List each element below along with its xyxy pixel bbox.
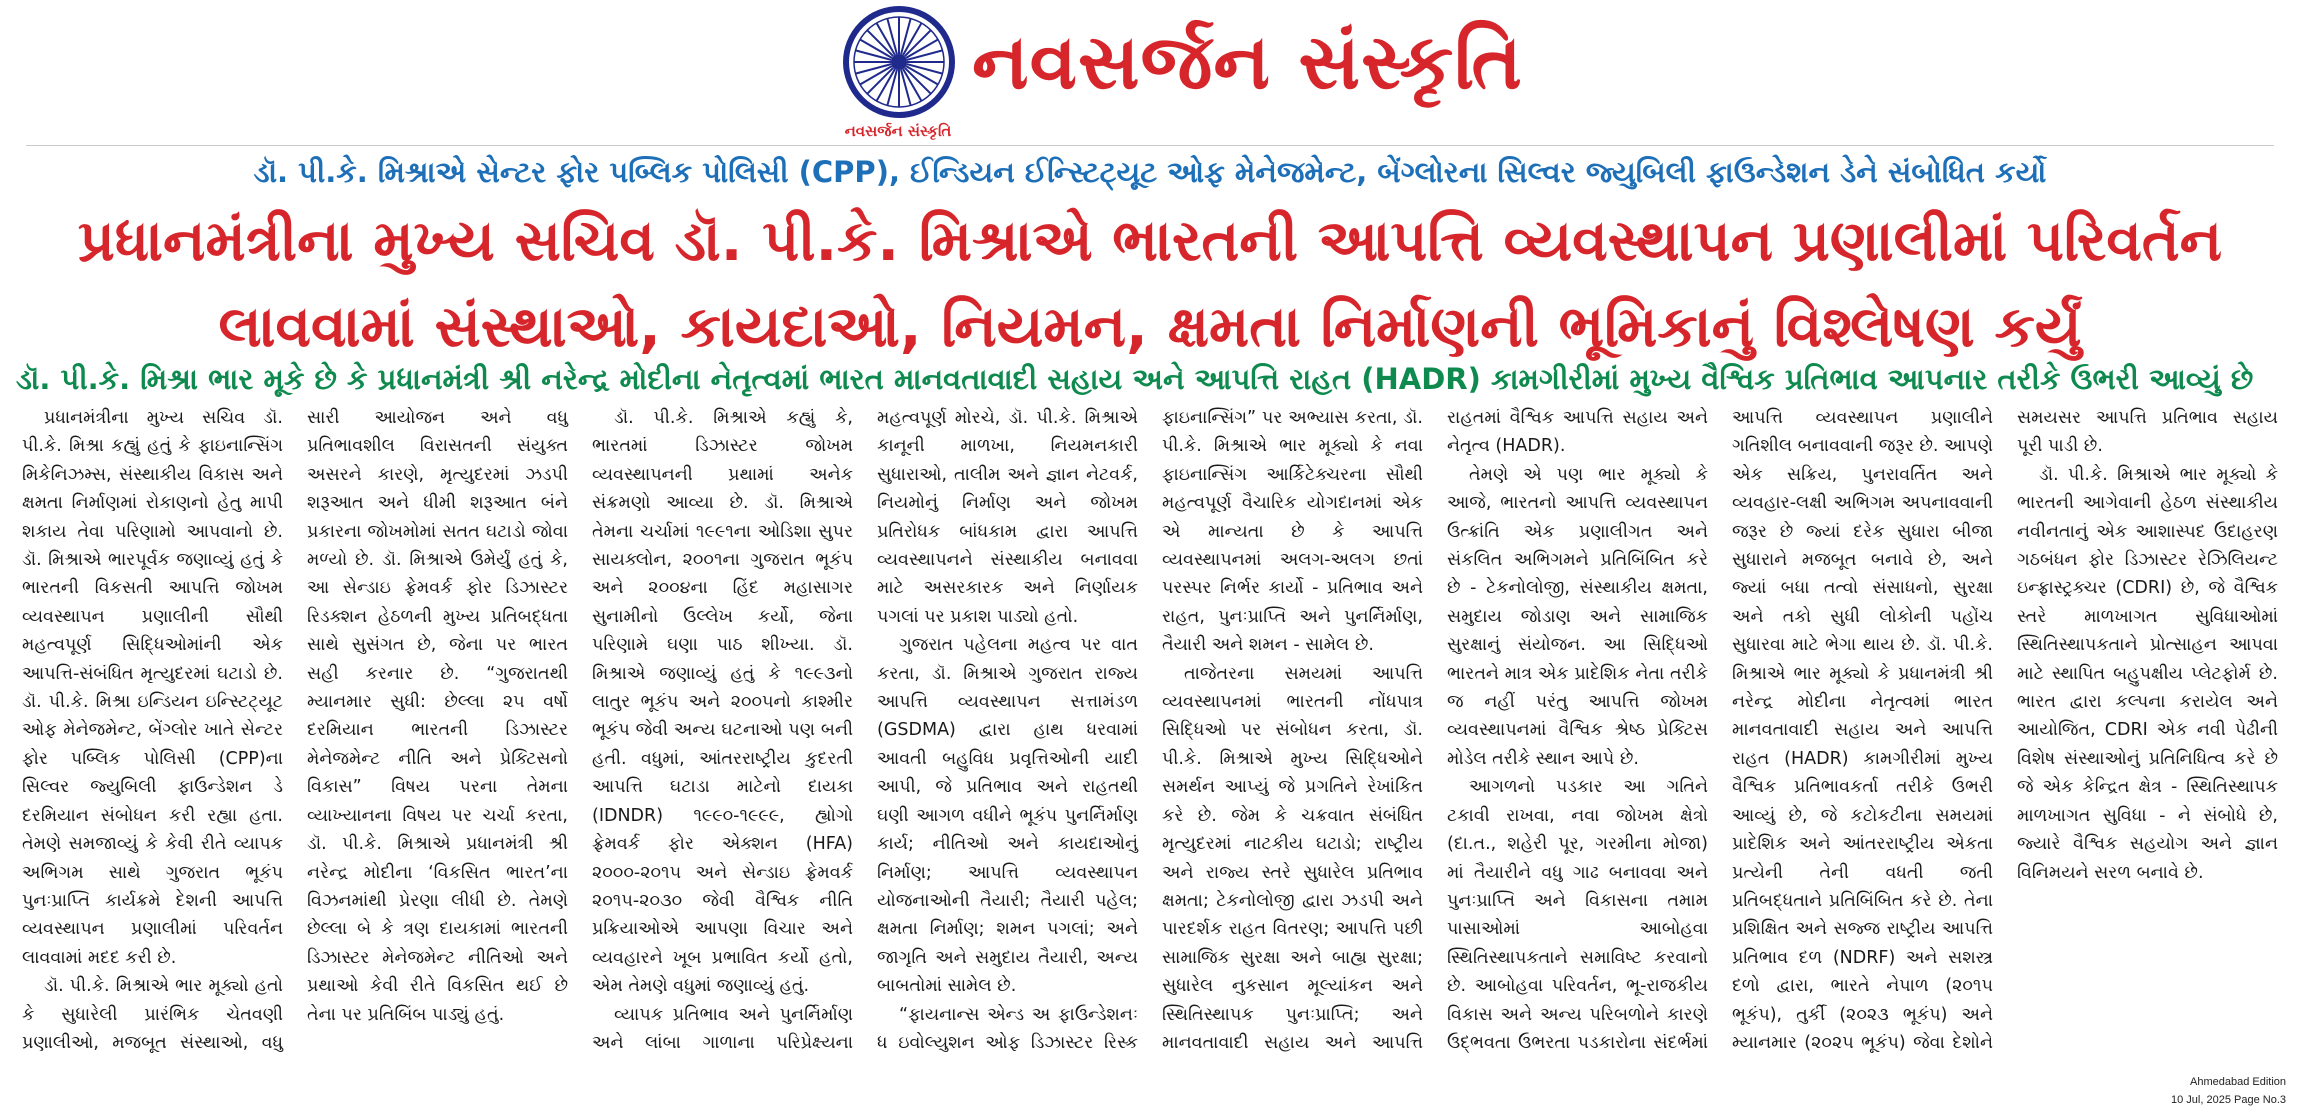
- article-paragraph: તાજેતરના સમયમાં આપત્તિ વ્યવસ્થાપનમાં ભારતની નોંધપાત્ર સિદ્ધિઓ પર સંબોધન કરતા, ડૉ. પી.કે. મિશ્રાએ મુખ્ય સિદ્ધિઓને સમર્થન આપ્યું જે પ્રગતિને રેખાંકિત કરે છે. જેમ કે ચક્રવાત સંબંધિત મૃત્યુદરમાં નાટકીય ઘટાડો; રાષ્ટ્રીય અને રાજ્ય સ્તરે સુધારેલ પ્રતિભાવ ક્ષમતા; ટેકનોલોજી દ્વારા ઝડપી અને પારદર્શક રાહત વિતરણ; આપત્તિ પછી સામાજિક સુરક્ષા અને બાહ્ય સુરક્ષા; સુધારેલ નુકસાન મૂલ્યાંકન અને સ્થિતિસ્થાપક પુનઃપ્રાપ્તિ; અને માનવતાવાદી સહાય અને આપત્તિ રાહતમાં વૈશ્વિક આપત્તિ સહાય અને નેતૃત્વ (HADR).: [1162, 408, 1708, 1053]
- article-body: [22, 404, 2278, 1064]
- article-paragraph: આગળનો પડકાર આ ગતિને ટકાવી રાખવા, નવા જોખમ ક્ષેત્રો (દા.ત., શહેરી પૂર, ગરમીના મોજા) માં તૈયારીને વધુ ગાઢ બનાવવા અને પુનઃપ્રાપ્તિ અને વિકાસના તમામ પાસાઓમાં આબોહવા સ્થિતિસ્થાપકતાને સમાવિષ્ટ કરવાનો છે. આબોહવા પરિવર્તન, ભૂ-રાજકીય વિકાસ અને અન્ય પરિબળોને કારણે ઉદ્ભવતા ઉભરતા પડકારોના સંદર્ભમાં આપત્તિ વ્યવસ્થાપન પ્રણાલીને ગતિશીલ બનાવવાની જરૂર છે. આપણે એક સક્રિય, પુનરાવર્તિત અને વ્યવહાર-લક્ષી અભિગમ અપનાવવાની જરૂર છે જ્યાં દરેક સુધારા બીજા સુધારાને મજબૂત બનાવે છે, અને જ્યાં બધા તત્વો સંસાધનો, સુરક્ષા અને તકો સુધી લોકોની પહોંચ સુધારવા માટે ભેગા થાય છે. ડૉ. પી.કે. મિશ્રાએ ભાર મૂક્યો કે પ્રધાનમંત્રી શ્રી નરેન્દ્ર મોદીના નેતૃત્વમાં ભારત માનવતાવાદી સહાય અને આપત્તિ રાહત (HADR) કામગીરીમાં મુખ્ય વૈશ્વિક પ્રતિભાવકર્તા તરીકે ઉભરી આવ્યું છે, જે કટોકટીના સમયમાં પ્રાદેશિક અને આંતરરાષ્ટ્રીય એકતા પ્રત્યેની તેની વધતી જતી પ્રતિબદ્ધતાને પ્રતિબિંબિત કરે છે. તેના પ્રશિક્ષિત અને સજ્જ રાષ્ટ્રીય આપત્તિ પ્રતિભાવ દળ (NDRF) અને સશસ્ત્ર દળો દ્વારા, ભારતે નેપાળ (૨૦૧૫ ભૂકંપ), તુર્કી (૨૦૨૩ ભૂકંપ) અને મ્યાનમાર (૨૦૨૫ ભૂકંપ) જેવા દેશોને સમયસર આપત્તિ પ્રતિભાવ સહાય પૂરી પાડી છે.: [1447, 408, 2278, 1053]
- article-paragraph: ડૉ. પી.કે. મિશ્રાએ કહ્યું કે, ભારતમાં ડિઝાસ્ટર જોખમ વ્યવસ્થાપનની પ્રથામાં અનેક સંક્રમણો આવ્યા છે. ડૉ. મિશ્રાએ તેમના ચર્ચામાં ૧૯૯૧ના ઓડિશા સુપર સાયક્લોન, ૨૦૦૧ના ગુજરાત ભૂકંપ અને ૨૦૦૪ના હિંદ મહાસાગર સુનામીનો ઉલ્લેખ કર્યો, જેના પરિણામે ઘણા પાઠ શીખ્યા. ડૉ. મિશ્રાએ જણાવ્યું હતું કે ૧૯૯૩નો લાતુર ભૂકંપ અને ૨૦૦૫નો કાશ્મીર ભૂકંપ જેવી અન્ય ઘટનાઓ પણ બની હતી. વધુમાં, આંતરરાષ્ટ્રીય કુદરતી આપત્તિ ઘટાડા માટેનો દાયકા (IDNDR) ૧૯૯૦-૧૯૯૯, હ્યોગો ફ્રેમવર્ક ફોર એક્શન (HFA) ૨૦૦૦-૨૦૧૫ અને સેન્ડાઇ ફ્રેમવર્ક ૨૦૧૫-૨૦૩૦ જેવી વૈશ્વિક નીતિ પ્રક્રિયાઓએ આપણા વિચાર અને વ્યવહારને ખૂબ પ્રભાવિત કર્યો હતો, એમ તેમણે વધુમાં જણાવ્યું હતું.: [592, 408, 853, 997]
- article-paragraph: ડૉ. પી.કે. મિશ્રાએ ભાર મૂક્યો હતો કે સુધારેલી પ્રારંભિક ચેતવણી પ્રણાલીઓ, મજબૂત સંસ્થાઓ, વધુ સારી આયોજન અને વધુ પ્રતિભાવશીલ વિરાસતની સંયુક્ત અસરને કારણે, મૃત્યુદરમાં ઝડપી શરૂઆત અને ધીમી શરૂઆત બંને પ્રકારના જોખમોમાં સતત ઘટાડો જોવા મળ્યો છે. ડૉ. મિશ્રાએ ઉમેર્યું હતું કે, આ સેન્ડાઇ ફ્રેમવર્ક ફોર ડિઝાસ્ટર રિડક્શન હેઠળની મુખ્ય પ્રતિબદ્ધતા સાથે સુસંગત છે, જેના પર ભારત સહી કરનાર છે. “ગુજરાતથી મ્યાનમાર સુધી: છેલ્લા ૨૫ વર્ષો દરમિયાન ભારતની ડિઝાસ્ટર મેનેજમેન્ટ નીતિ અને પ્રેક્ટિસનો વિકાસ” વિષય પરના તેમના વ્યાખ્યાનના વિષય પર ચર્ચા કરતા, ડૉ. પી.કે. મિશ્રાએ પ્રધાનમંત્રી શ્રી નરેન્દ્ર મોદીના ‘વિકસિત ભારત’ના વિઝનમાંથી પ્રેરણા લીધી છે. તેમણે છેલ્લા બે કે ત્રણ દાયકામાં ભારતની ડિઝાસ્ટર મેનેજમેન્ટ નીતિઓ અને પ્રથાઓ કેવી રીતે વિકસિત થઈ છે તેના પર પ્રતિબિંબ પાડ્યું હતું.: [22, 408, 568, 1053]
- article-paragraph: વ્યાપક પ્રતિભાવ અને પુનર્નિર્માણ અને લાંબા ગાળાના પરિપ્રેક્ષ્યના મહત્વપૂર્ણ મોરચે, ડૉ. પી.કે. મિશ્રાએ કાનૂની માળખા, નિયમનકારી સુધારાઓ, તાલીમ અને જ્ઞાન નેટવર્ક, નિયમોનું નિર્માણ અને જોખમ પ્રતિરોધક બાંધકામ દ્વારા આપત્તિ વ્યવસ્થાપનને સંસ્થાકીય બનાવવા માટે અસરકારક અને નિર્ણાયક પગલાં પર પ્રકાશ પાડ્યો હતો.: [592, 408, 1138, 1053]
- ashoka-chakra-icon: [843, 6, 955, 118]
- kicker-line: ડૉ. પી.કે. મિશ્રાએ સેન્ટર ફોર પબ્લિક પોલિસી (CPP), ઈન્ડિયન ઈન્સ્ટિટ્યૂટ ઓફ મેનેજમેન્ટ, બેંગ્લોરના સિલ્વર જ્યુબિલી ફાઉન્ડેશન ડેને સંબોધિત કર્યો: [253, 155, 2047, 189]
- wheel-spoke: [905, 68, 931, 94]
- wheel-spoke: [905, 30, 931, 56]
- article-paragraph: ગુજરાત પહેલના મહત્વ પર વાત કરતા, ડૉ. મિશ્રાએ ગુજરાત રાજ્ય આપત્તિ વ્યવસ્થાપન સત્તામંડળ (GSDMA) દ્વારા હાથ ધરવામાં આવતી બહુવિધ પ્રવૃત્તિઓની યાદી આપી, જે પ્રતિભાવ અને રાહતથી ઘણી આગળ વધીને ભૂકંપ પુનર્નિર્માણ કાર્ય; નીતિઓ અને કાયદાઓનું નિર્માણ; આપત્તિ વ્યવસ્થાપન યોજનાઓની તૈયારી; તૈયારી પહેલ; ક્ષમતા નિર્માણ; શમન પગલાં; અને જાગૃતિ અને સમુદાય તૈયારી, અન્ય બાબતોમાં સામેલ છે.: [877, 635, 1138, 997]
- newspaper-name: નવસર્જન સંસ્કૃતિ: [972, 17, 1523, 106]
- article-paragraph: “ફાયનાન્સ એન્ડ અ ફાઉન્ડેશનઃ ધ ઇવોલ્યુશન ઓફ ડિઝાસ્ટર રિસ્ક ફાઇનાન્સિંગ” પર અભ્યાસ કરતા, ડૉ. પી.કે. મિશ્રાએ ભાર મૂક્યો કે નવા ફાઇનાન્સિંગ આર્કિટેક્ચરના સૌથી મહત્વપૂર્ણ વૈચારિક યોગદાનમાં એક એ માન્યતા છે કે આપત્તિ વ્યવસ્થાપનમાં અલગ-અલગ છતાં પરસ્પર નિર્ભર કાર્યો - પ્રતિભાવ અને રાહત, પુનઃપ્રાપ્તિ અને પુનર્નિર્માણ, તૈયારી અને શમન - સામેલ છે.: [877, 408, 1423, 1053]
- edition-label: Ahmedabad Edition: [2189, 1076, 2286, 1088]
- date-page-label: 10 Jul, 2025 Page No.3: [2171, 1094, 2286, 1106]
- wheel-spoke: [867, 30, 893, 56]
- article-paragraph: ડૉ. પી.કે. મિશ્રાએ ભાર મૂક્યો કે ભારતની આગેવાની હેઠળ સંસ્થાકીય નવીનતાનું એક આશાસ્પદ ઉદાહરણ ગઠબંધન ફોર ડિઝાસ્ટર રેઝિલિયન્ટ ઇન્ફ્રાસ્ટ્રક્ચર (CDRI) છે, જે વૈશ્વિક સ્તરે માળખાગત સુવિધાઓમાં સ્થિતિસ્થાપકતાને પ્રોત્સાહન આપવા માટે સ્થાપિત બહુપક્ષીય પ્લેટફોર્મ છે. ભારત દ્વારા કલ્પના કરાયેલ અને આયોજિત, CDRI એક નવી પેઢીની વિશેષ સંસ્થાઓનું પ્રતિનિધિત્વ કરે છે જે એક કેન્દ્રિત ક્ષેત્ર - સ્થિતિસ્થાપક માળખાગત સુવિધા - ને સંબોધે છે, જ્યારે વૈશ્વિક સહયોગ અને જ્ઞાન વિનિમયને સરળ બનાવે છે.: [2017, 464, 2278, 883]
- masthead-divider: [26, 145, 2274, 146]
- article-paragraph: પ્રધાનમંત્રીના મુખ્ય સચિવ ડૉ. પી.કે. મિશ્રા કહ્યું હતું કે ફાઇનાન્સિંગ મિકેનિઝમ્સ, સંસ્થાકીય વિકાસ અને ક્ષમતા નિર્માણમાં રોકાણનો હેતુ માપી શકાય તેવા પરિણામો આપવાનો છે. ડૉ. મિશ્રાએ ભારપૂર્વક જણાવ્યું હતું કે ભારતની વિકસતી આપત્તિ જોખમ વ્યવસ્થાપન પ્રણાલીની સૌથી મહત્વપૂર્ણ સિદ્ધિઓમાંની એક આપત્તિ-સંબંધિત મૃત્યુદરમાં ઘટાડો છે. ડૉ. પી.કે. મિશ્રા ઇન્ડિયન ઇન્સ્ટિટ્યૂટ ઓફ મેનેજમેન્ટ, બેંગ્લોર ખાતે સેન્ટર ફોર પબ્લિક પોલિસી (CPP)ના સિલ્વર જ્યુબિલી ફાઉન્ડેશન ડે દરમિયાન સંબોધન કરી રહ્યા હતા. તેમણે સમજાવ્યું કે કેવી રીતે વ્યાપક અભિગમ સાથે ગુજરાત ભૂકંપ પુનઃપ્રાપ્તિ કાર્યક્રમે દેશની આપત્તિ વ્યવસ્થાપન પ્રણાલીમાં પરિવર્તન લાવવામાં મદદ કરી છે.: [22, 408, 283, 968]
- article-paragraph: તેમણે એ પણ ભાર મૂક્યો કે આજે, ભારતનો આપત્તિ વ્યવસ્થાપન ઉત્ક્રાંતિ એક પ્રણાલીગત અને સંકલિત અભિગમને પ્રતિબિંબિત કરે છે - ટેકનોલોજી, સંસ્થાકીય ક્ષમતા, સમુદાય જોડાણ અને સામાજિક સુરક્ષાનું સંયોજન. આ સિદ્ધિઓ ભારતને માત્ર એક પ્રાદેશિક નેતા તરીકે જ નહીં પરંતુ આપત્તિ જોખમ વ્યવસ્થાપનમાં વૈશ્વિક શ્રેષ્ઠ પ્રેક્ટિસ મોડેલ તરીકે સ્થાન આપે છે.: [1447, 464, 1708, 769]
- headline: પ્રધાનમંત્રીના મુખ્ય સચિવ ડૉ. પી.કે. મિશ્રાએ ભારતની આપત્તિ વ્યવસ્થાપન પ્રણાલીમાં પરિવર્તન લાવવામાં સંસ્થાઓ, કાયદાઓ, નિયમન, ક્ષમતા નિર્માણની ભૂમિકાનું વિશ્લેષણ કર્યું: [77, 208, 2223, 360]
- logo-caption: નવસર્જન સંસ્કૃતિ: [844, 122, 952, 140]
- masthead: [0, 0, 2300, 148]
- subheadline: ડૉ. પી.કે. મિશ્રા ભાર મૂકે છે કે પ્રધાનમંત્રી શ્રી નરેન્દ્ર મોદીના નેતૃત્વમાં ભારત માનવતાવાદી સહાય અને આપત્તિ રાહત (HADR) કામગીરીમાં મુખ્ય વૈશ્વિક પ્રતિભાવ આપનાર તરીકે ઉભરી આવ્યું છે: [16, 362, 2254, 396]
- wheel-spoke: [867, 68, 893, 94]
